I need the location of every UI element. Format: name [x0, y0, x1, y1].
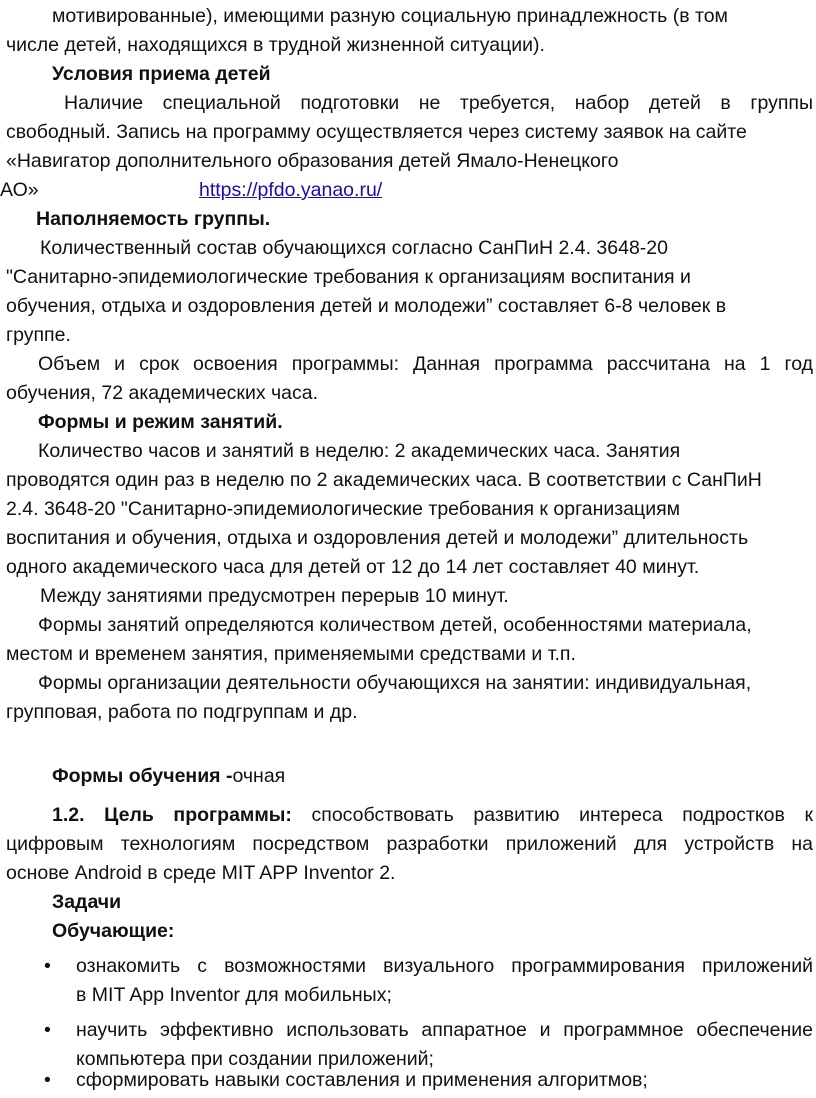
duration-line-2: обучения, 72 академических часа. [6, 382, 319, 404]
group-heading: Наполняемость группы. [36, 208, 271, 230]
schedule-line-8: местом и временем занятия, применяемыми средствами и т.п. [6, 643, 576, 665]
admission-line-2: свободный. Запись на программу осуществляется через систему заявок на сайте [6, 121, 747, 143]
bullet-3: • [44, 1069, 51, 1091]
goal-line-3: основе Android в среде MIT APP Inventor 2. [6, 862, 396, 884]
schedule-line-1: Количество часов и занятий в неделю: 2 академических часа. Занятия [38, 440, 681, 462]
goal-label: 1.2. Цель программы: [52, 804, 292, 826]
group-line-1: Количественный состав обучающихся согласно СанПиН 2.4. 3648-20 [40, 237, 668, 259]
schedule-line-2: проводятся один раз в неделю по 2 академических часа. В соответствии с СанПиН [6, 469, 762, 491]
intro-line-1: мотивированные), имеющими разную социальную принадлежность (в том [52, 5, 728, 27]
schedule-line-5: одного академического часа для детей от 12 до 14 лет составляет 40 минут. [6, 556, 700, 578]
group-line-4: группе. [6, 324, 71, 346]
schedule-line-4: воспитания и обучения, отдыха и оздоровления детей и молодежи” длительность [6, 527, 749, 549]
goal-line-1 [52, 801, 813, 830]
task-3-line-1: сформировать навыки составления и применения алгоритмов; [76, 1069, 648, 1091]
forms-label: Формы обучения - [52, 765, 233, 787]
admission-heading: Условия приема детей [52, 63, 271, 85]
bullet-2: • [44, 1019, 51, 1041]
group-line-2: "Санитарно-эпидемиологические требования к организациям воспитания и [6, 266, 691, 288]
task-2-line-1: научить эффективно использовать аппаратное и программное обеспечение [76, 1019, 813, 1041]
forms-value: очная [232, 765, 286, 787]
task-1-line-1: ознакомить с возможностями визуального программирования приложений [76, 955, 813, 977]
admission-line-4: АО» [0, 179, 39, 201]
schedule-line-7: Формы занятий определяются количеством детей, особенностями материала, [38, 614, 752, 636]
goal-text-1: способствовать развитию интереса подростков к [311, 804, 814, 826]
schedule-heading: Формы и режим занятий. [38, 411, 283, 433]
tasks-heading: Задачи [52, 891, 122, 913]
navigator-link[interactable]: https://pfdo.yanao.ru/ [199, 179, 383, 201]
bullet-1: • [44, 955, 51, 977]
admission-line-1: Наличие специальной подготовки не требуется, набор детей в группы [64, 92, 813, 114]
tasks-subheading: Обучающие: [52, 920, 175, 942]
admission-line-3: «Навигатор дополнительного образования детей Ямало-Ненецкого [6, 150, 619, 172]
task-2-line-2: компьютера при создании приложений; [76, 1048, 434, 1070]
schedule-line-6: Между занятиями предусмотрен перерыв 10 минут. [40, 585, 509, 607]
goal-line-2: цифровым технологиям посредством разработки приложений для устройств на [6, 833, 813, 855]
duration-line-1: Объем и срок освоения программы: Данная программа рассчитана на 1 год [38, 353, 813, 375]
schedule-line-10: групповая, работа по подгруппам и др. [6, 701, 358, 723]
forms-line [52, 762, 285, 791]
task-1-line-2: в MIT App Inventor для мобильных; [76, 984, 392, 1006]
schedule-line-3: 2.4. 3648-20 "Санитарно-эпидемиологические требования к организациям [6, 498, 681, 520]
schedule-line-9: Формы организации деятельности обучающихся на занятии: индивидуальная, [38, 672, 752, 694]
group-line-3: обучения, отдыха и оздоровления детей и молодежи” составляет 6-8 человек в [6, 295, 727, 317]
intro-line-2: числе детей, находящихся в трудной жизненной ситуации). [6, 34, 545, 56]
